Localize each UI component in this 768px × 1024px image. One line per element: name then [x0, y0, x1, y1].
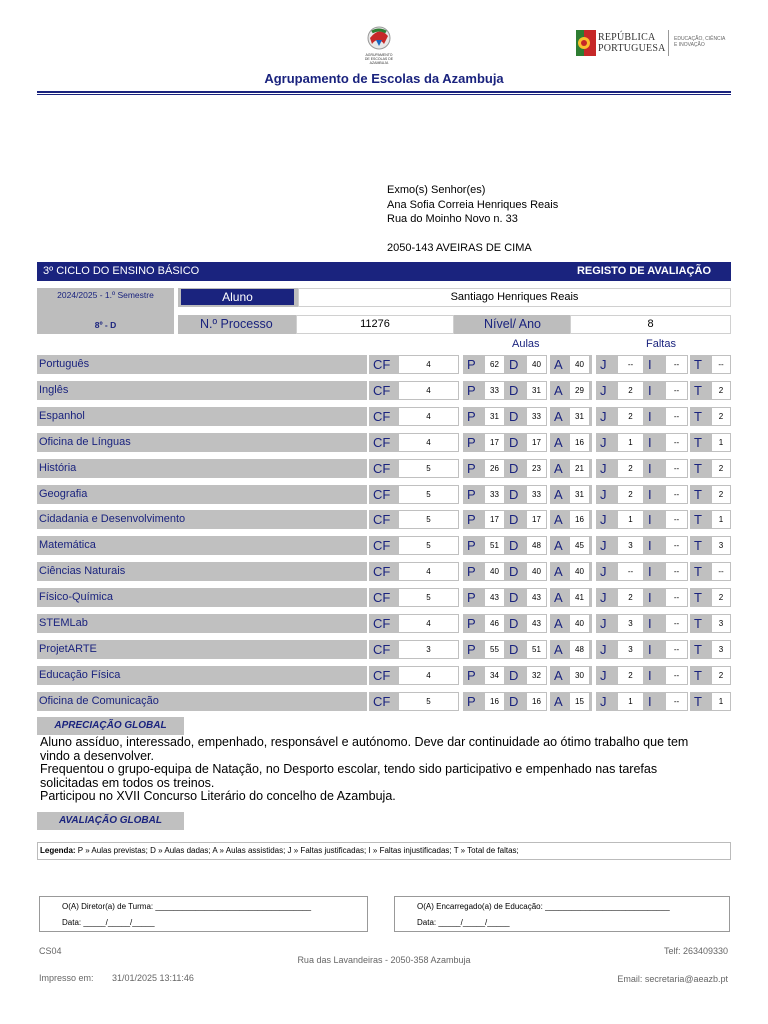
cell-value-p: 17 — [485, 511, 504, 528]
faltas-header: Faltas — [646, 338, 676, 350]
cell-value-a: 16 — [570, 434, 589, 451]
cell-label-j: J — [596, 459, 644, 478]
subject-name: STEMLab — [37, 614, 367, 633]
cell-value-a: 40 — [570, 563, 589, 580]
cell-value-j: 2 — [618, 408, 643, 425]
cell-value-p: 62 — [485, 356, 504, 373]
cell-value-j: 1 — [618, 511, 643, 528]
cell-label-t: T — [690, 614, 731, 633]
cell-label-cf: CF — [369, 588, 459, 607]
legend-label: Legenda: — [40, 846, 76, 855]
cell-label-cf: CF — [369, 510, 459, 529]
cell-label-j: J — [596, 588, 644, 607]
cell-label-d: D — [505, 614, 547, 633]
subject-name: História — [37, 459, 367, 478]
school-year: 2024/2025 - 1.º Semestre — [57, 290, 154, 300]
apreciacao-line: Participou no XVII Concurso Literário do concelho de Azambuja. — [40, 789, 396, 804]
cell-label-a: A — [550, 640, 592, 659]
cell-value-p: 33 — [485, 486, 504, 503]
recipient-street: Rua do Moinho Novo n. 33 — [387, 213, 518, 225]
cell-label-p: P — [463, 485, 505, 504]
cell-label-p: P — [463, 407, 505, 426]
cell-value-cf: 3 — [399, 641, 458, 658]
cell-value-d: 33 — [527, 486, 546, 503]
cell-label-t: T — [690, 433, 731, 452]
guardian-signature-box — [394, 896, 730, 932]
cell-label-a: A — [550, 433, 592, 452]
recipient-postal: 2050-143 AVEIRAS DE CIMA — [387, 242, 532, 254]
cell-value-i: -- — [666, 408, 687, 425]
cell-value-i: -- — [666, 537, 687, 554]
printed-value: 31/01/2025 13:11:46 — [112, 973, 194, 983]
cell-label-a: A — [550, 485, 592, 504]
cell-label-a: A — [550, 381, 592, 400]
cell-value-i: -- — [666, 486, 687, 503]
subject-name: Educação Física — [37, 666, 367, 685]
cell-label-a: A — [550, 562, 592, 581]
subject-name: Português — [37, 355, 367, 374]
cell-label-d: D — [505, 562, 547, 581]
cell-value-d: 32 — [527, 667, 546, 684]
footer-email: Email: secretaria@aeazb.pt — [617, 974, 728, 984]
cell-label-p: P — [463, 433, 505, 452]
cell-value-p: 33 — [485, 382, 504, 399]
cell-label-p: P — [463, 536, 505, 555]
cell-value-a: 15 — [570, 693, 589, 710]
cell-label-d: D — [505, 536, 547, 555]
cell-label-i: I — [644, 692, 688, 711]
cell-label-t: T — [690, 459, 731, 478]
school-logo-caption-2: DE ESCOLAS DE AZAMBUJA — [364, 57, 394, 65]
cell-label-j: J — [596, 485, 644, 504]
cell-label-t: T — [690, 588, 731, 607]
cell-label-j: J — [596, 381, 644, 400]
cell-label-cf: CF — [369, 381, 459, 400]
cell-value-j: 3 — [618, 615, 643, 632]
cell-label-cf: CF — [369, 562, 459, 581]
cell-label-j: J — [596, 666, 644, 685]
cell-value-d: 43 — [527, 615, 546, 632]
cell-value-p: 51 — [485, 537, 504, 554]
cell-value-i: -- — [666, 382, 687, 399]
cell-label-cf: CF — [369, 640, 459, 659]
cell-value-d: 17 — [527, 511, 546, 528]
cell-value-t: 3 — [712, 615, 730, 632]
aulas-header: Aulas — [512, 338, 540, 350]
cell-label-cf: CF — [369, 536, 459, 555]
cell-label-cf: CF — [369, 355, 459, 374]
cell-value-a: 40 — [570, 356, 589, 373]
guardian-signature: O(A) Encarregado(a) de Educação: ____________________________ — [417, 902, 670, 911]
cell-value-a: 45 — [570, 537, 589, 554]
cell-value-a: 30 — [570, 667, 589, 684]
cell-value-j: -- — [618, 356, 643, 373]
cell-label-i: I — [644, 407, 688, 426]
cell-label-j: J — [596, 614, 644, 633]
period-box — [37, 288, 174, 334]
cell-value-j: 3 — [618, 641, 643, 658]
cell-label-i: I — [644, 588, 688, 607]
cell-label-i: I — [644, 614, 688, 633]
school-name: Agrupamento de Escolas da Azambuja — [264, 71, 504, 86]
cell-label-t: T — [690, 692, 731, 711]
cell-label-j: J — [596, 433, 644, 452]
cell-value-d: 23 — [527, 460, 546, 477]
cell-value-t: 2 — [712, 486, 730, 503]
cell-value-d: 40 — [527, 356, 546, 373]
cell-label-i: I — [644, 666, 688, 685]
cell-label-t: T — [690, 510, 731, 529]
ministry-line2: E INOVAÇÃO — [674, 42, 705, 48]
student-name: Santiago Henriques Reais — [298, 288, 731, 307]
recipient-address — [387, 183, 558, 256]
cell-value-t: 1 — [712, 434, 730, 451]
cell-value-a: 31 — [570, 408, 589, 425]
footer-phone: Telf: 263409330 — [663, 946, 728, 956]
subject-name: Oficina de Comunicação — [37, 692, 367, 711]
cell-value-d: 31 — [527, 382, 546, 399]
cell-value-d: 43 — [527, 589, 546, 606]
subject-name: Oficina de Línguas — [37, 433, 367, 452]
cell-value-p: 40 — [485, 563, 504, 580]
avaliacao-label: AVALIAÇÃO GLOBAL — [37, 812, 184, 830]
cell-label-i: I — [644, 510, 688, 529]
cell-label-a: A — [550, 666, 592, 685]
cell-label-i: I — [644, 640, 688, 659]
cell-value-cf: 4 — [399, 434, 458, 451]
cell-label-j: J — [596, 562, 644, 581]
cell-value-t: -- — [712, 356, 730, 373]
cell-value-a: 48 — [570, 641, 589, 658]
cell-label-d: D — [505, 355, 547, 374]
cell-value-cf: 4 — [399, 563, 458, 580]
cell-label-d: D — [505, 407, 547, 426]
cell-label-d: D — [505, 510, 547, 529]
cell-label-p: P — [463, 588, 505, 607]
apreciacao-line: vindo a desenvolver. — [40, 748, 154, 763]
cell-value-p: 43 — [485, 589, 504, 606]
cell-label-p: P — [463, 666, 505, 685]
school-logo-caption-1: AGRUPAMENTO — [365, 53, 393, 57]
guardian-date: Data: _____/_____/_____ — [417, 918, 510, 927]
cell-label-p: P — [463, 510, 505, 529]
cell-label-j: J — [596, 407, 644, 426]
header-rule — [37, 91, 731, 93]
cell-value-i: -- — [666, 667, 687, 684]
cell-label-a: A — [550, 536, 592, 555]
cell-value-p: 34 — [485, 667, 504, 684]
cell-label-d: D — [505, 485, 547, 504]
school-logo — [356, 24, 402, 64]
cell-value-j: 2 — [618, 460, 643, 477]
cell-label-d: D — [505, 588, 547, 607]
subject-name: ProjetARTE — [37, 640, 367, 659]
cell-label-i: I — [644, 562, 688, 581]
salutation: Exmo(s) Senhor(es) — [387, 184, 486, 196]
subject-name: Geografia — [37, 485, 367, 504]
cell-value-i: -- — [666, 693, 687, 710]
cell-value-j: 1 — [618, 434, 643, 451]
cell-value-cf: 5 — [399, 460, 458, 477]
cell-value-a: 41 — [570, 589, 589, 606]
subject-name: Matemática — [37, 536, 367, 555]
cell-value-cf: 4 — [399, 382, 458, 399]
footer-address: Rua das Lavandeiras - 2050-358 Azambuja — [297, 955, 471, 965]
nivel-label: Nível/ Ano — [484, 317, 541, 331]
cell-value-d: 40 — [527, 563, 546, 580]
cell-value-j: -- — [618, 563, 643, 580]
cell-label-p: P — [463, 459, 505, 478]
cell-label-i: I — [644, 485, 688, 504]
subject-name: Inglês — [37, 381, 367, 400]
printed-label: Impresso em: — [39, 973, 94, 983]
cell-value-cf: 5 — [399, 486, 458, 503]
cell-value-i: -- — [666, 511, 687, 528]
cell-label-t: T — [690, 640, 731, 659]
apreciacao-line: solicitadas em todos os treinos. — [40, 775, 215, 790]
cell-label-t: T — [690, 407, 731, 426]
cell-value-t: 3 — [712, 537, 730, 554]
cell-value-a: 29 — [570, 382, 589, 399]
cell-value-i: -- — [666, 615, 687, 632]
processo-value: 11276 — [296, 315, 454, 334]
cell-value-a: 31 — [570, 486, 589, 503]
cell-label-p: P — [463, 640, 505, 659]
cell-value-cf: 5 — [399, 589, 458, 606]
cell-value-d: 51 — [527, 641, 546, 658]
cell-label-t: T — [690, 562, 731, 581]
cell-label-d: D — [505, 692, 547, 711]
cell-value-j: 1 — [618, 693, 643, 710]
cell-value-d: 17 — [527, 434, 546, 451]
legend — [37, 842, 731, 860]
cell-value-t: 2 — [712, 382, 730, 399]
cell-label-i: I — [644, 433, 688, 452]
apreciacao-text — [40, 736, 730, 804]
subject-name: Físico-Química — [37, 588, 367, 607]
legend-text: P » Aulas previstas; D » Aulas dadas; A » Aulas assistidas; J » Faltas justificadas; I » Faltas injustificadas; T » Total de faltas; — [75, 846, 519, 855]
cell-label-d: D — [505, 381, 547, 400]
cell-label-t: T — [690, 381, 731, 400]
cell-value-i: -- — [666, 589, 687, 606]
cell-label-i: I — [644, 459, 688, 478]
cell-label-t: T — [690, 536, 731, 555]
cell-value-d: 48 — [527, 537, 546, 554]
cell-label-a: A — [550, 614, 592, 633]
cell-value-cf: 5 — [399, 537, 458, 554]
subject-name: Ciências Naturais — [37, 562, 367, 581]
director-signature-box — [39, 896, 368, 932]
cell-label-d: D — [505, 640, 547, 659]
cycle-label: 3º CICLO DO ENSINO BÁSICO — [43, 265, 200, 277]
cell-value-i: -- — [666, 641, 687, 658]
ministry-line1: EDUCAÇÃO, CIÊNCIA — [674, 36, 726, 42]
aluno-label: Aluno — [181, 289, 294, 305]
cell-value-t: 2 — [712, 667, 730, 684]
apreciacao-line: Aluno assíduo, interessado, empenhado, responsável e autónomo. Deve dar continuidade ao ótimo trabalho que tem — [40, 735, 689, 749]
cell-label-p: P — [463, 614, 505, 633]
cell-label-t: T — [690, 355, 731, 374]
cell-value-t: 1 — [712, 511, 730, 528]
cell-value-t: 3 — [712, 641, 730, 658]
class-label: 8º - D — [94, 320, 117, 330]
cell-label-p: P — [463, 381, 505, 400]
cell-value-cf: 4 — [399, 615, 458, 632]
cell-label-cf: CF — [369, 692, 459, 711]
subject-name: Cidadania e Desenvolvimento — [37, 510, 367, 529]
cell-value-i: -- — [666, 460, 687, 477]
cell-label-a: A — [550, 588, 592, 607]
cell-label-a: A — [550, 459, 592, 478]
cell-value-j: 2 — [618, 589, 643, 606]
cell-label-i: I — [644, 381, 688, 400]
cell-value-p: 46 — [485, 615, 504, 632]
cell-label-t: T — [690, 666, 731, 685]
cell-value-j: 3 — [618, 537, 643, 554]
cell-value-d: 33 — [527, 408, 546, 425]
cell-label-d: D — [505, 459, 547, 478]
cell-value-cf: 4 — [399, 408, 458, 425]
cell-value-cf: 5 — [399, 511, 458, 528]
apreciacao-line: Frequentou o grupo-equipa de Natação, no Desporto escolar, tendo sido participativo e empenhado nas tarefas — [40, 762, 658, 777]
nivel-value: 8 — [570, 315, 731, 334]
cell-value-j: 2 — [618, 382, 643, 399]
director-signature: O(A) Diretor(a) de Turma: ___________________________________ — [62, 902, 312, 911]
gov-line2: PORTUGUESA — [598, 43, 666, 54]
cell-value-p: 16 — [485, 693, 504, 710]
cell-value-j: 2 — [618, 667, 643, 684]
cell-value-p: 26 — [485, 460, 504, 477]
recipient-name: Ana Sofia Correia Henriques Reais — [387, 198, 559, 211]
cell-value-i: -- — [666, 356, 687, 373]
cell-label-cf: CF — [369, 485, 459, 504]
cell-value-p: 17 — [485, 434, 504, 451]
cell-label-a: A — [550, 355, 592, 374]
cell-value-a: 16 — [570, 511, 589, 528]
subject-name: Espanhol — [37, 407, 367, 426]
cell-value-t: 2 — [712, 460, 730, 477]
cell-label-cf: CF — [369, 614, 459, 633]
cell-label-j: J — [596, 692, 644, 711]
apreciacao-label: APRECIAÇÃO GLOBAL — [37, 717, 184, 735]
cell-value-t: 2 — [712, 589, 730, 606]
cell-value-cf: 4 — [399, 667, 458, 684]
cell-value-j: 2 — [618, 486, 643, 503]
cell-value-d: 16 — [527, 693, 546, 710]
cell-label-j: J — [596, 510, 644, 529]
document-code: CS04 — [39, 946, 62, 956]
cell-value-cf: 4 — [399, 356, 458, 373]
cell-label-cf: CF — [369, 407, 459, 426]
cell-value-cf: 5 — [399, 693, 458, 710]
cell-value-a: 21 — [570, 460, 589, 477]
cell-label-a: A — [550, 407, 592, 426]
republic-logo — [576, 28, 746, 62]
cell-label-i: I — [644, 355, 688, 374]
processo-label: N.º Processo — [200, 317, 273, 331]
cell-label-cf: CF — [369, 666, 459, 685]
cell-label-j: J — [596, 640, 644, 659]
cell-label-a: A — [550, 510, 592, 529]
cell-value-t: -- — [712, 563, 730, 580]
cell-value-p: 55 — [485, 641, 504, 658]
cell-label-t: T — [690, 485, 731, 504]
cell-value-p: 31 — [485, 408, 504, 425]
cell-value-t: 2 — [712, 408, 730, 425]
cell-label-d: D — [505, 433, 547, 452]
director-date: Data: _____/_____/_____ — [62, 918, 155, 927]
cell-value-i: -- — [666, 434, 687, 451]
cell-value-i: -- — [666, 563, 687, 580]
header-rule-thin — [37, 94, 731, 95]
cell-label-a: A — [550, 692, 592, 711]
cell-label-i: I — [644, 536, 688, 555]
cell-label-j: J — [596, 355, 644, 374]
record-title: REGISTO DE AVALIAÇÃO — [576, 265, 711, 277]
cell-label-cf: CF — [369, 433, 459, 452]
cell-label-cf: CF — [369, 459, 459, 478]
cell-label-j: J — [596, 536, 644, 555]
cell-value-a: 40 — [570, 615, 589, 632]
cell-label-p: P — [463, 562, 505, 581]
gov-line1: REPÚBLICA — [598, 32, 656, 43]
cell-label-p: P — [463, 355, 505, 374]
cell-label-p: P — [463, 692, 505, 711]
cell-label-d: D — [505, 666, 547, 685]
title-bar — [37, 262, 731, 281]
cell-value-t: 1 — [712, 693, 730, 710]
